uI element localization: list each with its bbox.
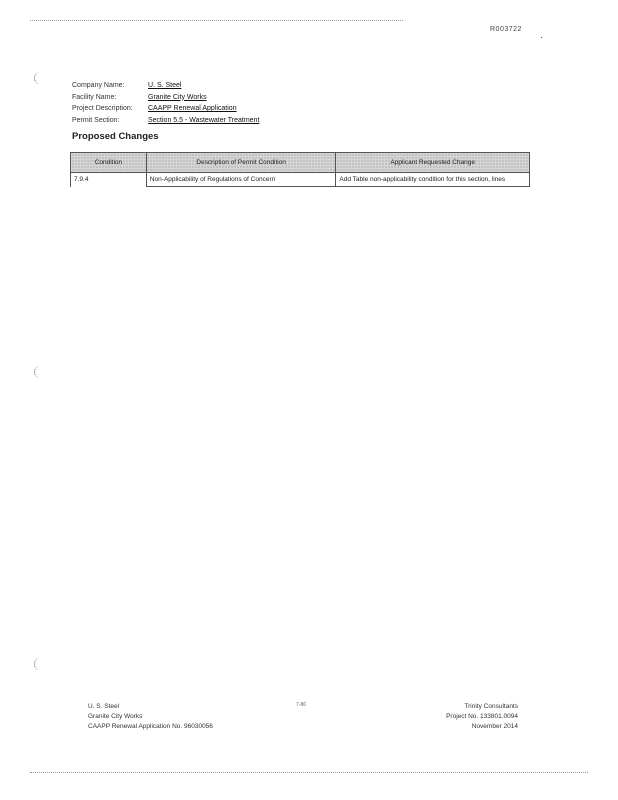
punch-hole-middle: [34, 366, 45, 378]
header-condition: Condition: [71, 153, 147, 173]
project-description-row: [72, 103, 259, 115]
company-name-row: [72, 80, 259, 92]
scan-speck: ·: [540, 32, 544, 43]
permit-section-value: Section 5.5 - Wastewater Treatment: [148, 116, 260, 124]
company-name-label: Company Name:: [72, 82, 125, 89]
facility-name-row: [72, 92, 259, 104]
scan-edge-bottom: [30, 772, 588, 773]
document-id: R003722: [490, 26, 522, 33]
cell-requested-change: Add Table non-applicability condition for this section, lines: [336, 173, 530, 187]
facility-name-label: Facility Name:: [72, 93, 117, 101]
footer-left: [88, 702, 213, 732]
permit-section-label: Permit Section:: [72, 116, 120, 124]
project-description-value: CAAPP Renewal Application: [148, 105, 237, 112]
footer-company: U. S. Steel: [88, 703, 120, 710]
project-description-label: Project Description:: [72, 105, 133, 112]
cell-condition: 7.9.4: [71, 173, 147, 187]
header-description: Description of Permit Condition: [146, 153, 336, 173]
page-number: 7-86: [296, 702, 307, 708]
punch-hole-bottom: [34, 658, 45, 670]
company-info-block: [72, 80, 259, 126]
facility-name-value: Granite City Works: [148, 93, 207, 101]
footer-right: [420, 702, 518, 732]
footer-facility: Granite City Works: [88, 713, 143, 720]
footer-project-number: Project No. 133801.0094: [446, 713, 518, 720]
footer-application: CAAPP Renewal Application No. 96030056: [88, 723, 213, 730]
footer-date: November 2014: [471, 723, 518, 730]
proposed-changes-table: [70, 152, 530, 187]
section-title: Proposed Changes: [72, 131, 159, 142]
footer-consultant: Trinity Consultants: [464, 703, 518, 710]
scan-edge-top: [30, 20, 403, 21]
header-requested-change: Applicant Requested Change: [336, 153, 530, 173]
table-header-row: [71, 153, 530, 173]
table-row: [71, 173, 530, 187]
permit-section-row: [72, 115, 259, 127]
company-name-value: U. S. Steel: [148, 82, 182, 89]
cell-description: Non-Applicability of Regulations of Concern: [146, 173, 336, 187]
punch-hole-top: [34, 72, 45, 84]
